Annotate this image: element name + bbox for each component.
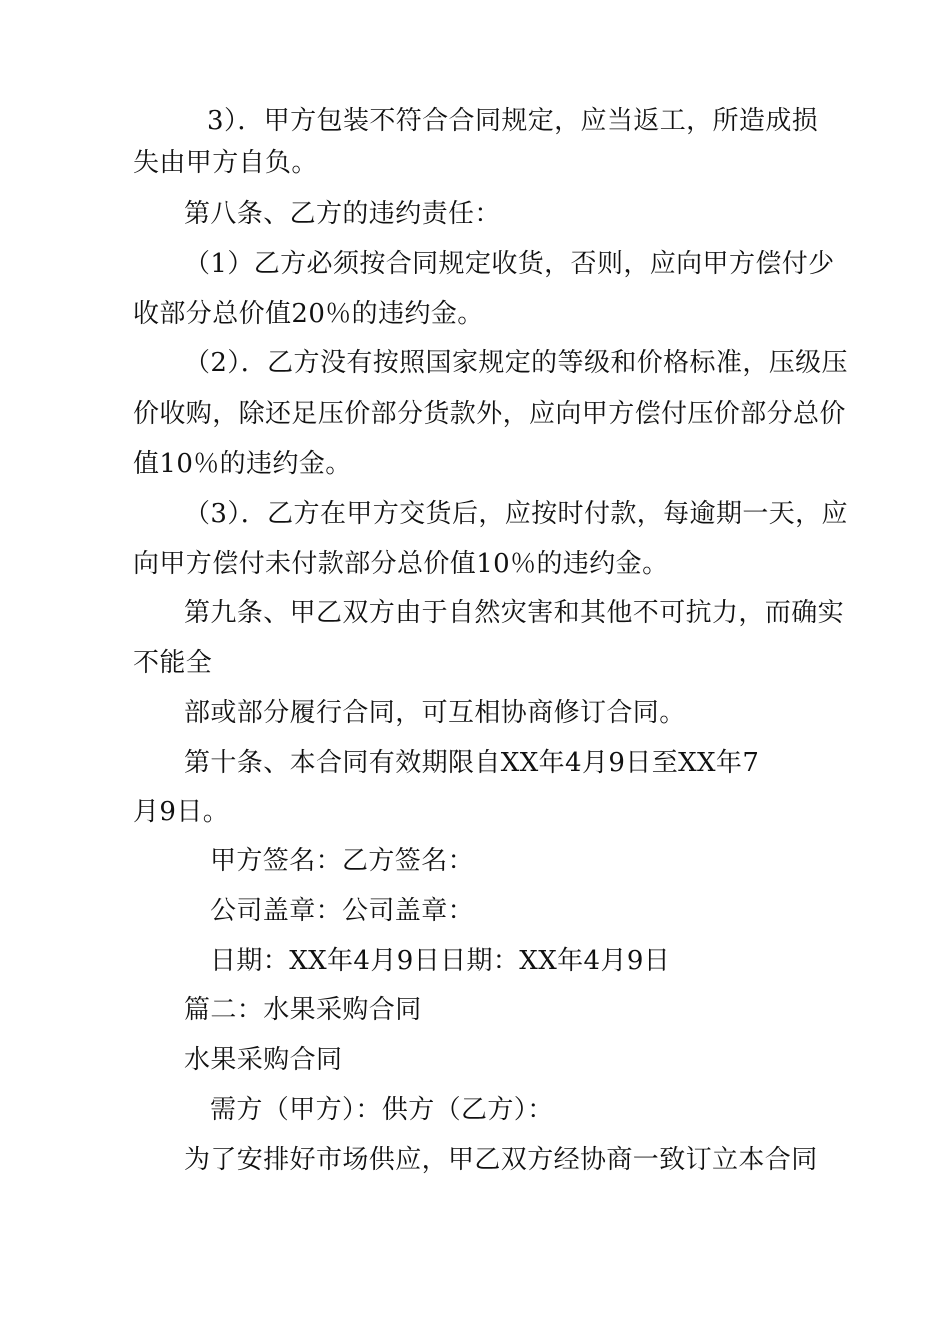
text-line-12: 不能全	[133, 648, 213, 678]
text-line-6: （2）．乙方没有按照国家规定的等级和价格标准，压级压	[184, 348, 848, 378]
text-line-7: 价收购，除还足压价部分货款外，应向甲方偿付压价部分总价	[133, 399, 846, 429]
text-line-14: 第十条、本合同有效期限自XX年4月9日至XX年7	[184, 748, 760, 778]
text-line-3: 第八条、乙方的违约责任：	[184, 199, 501, 229]
text-line-1: 3）．甲方包装不符合合同规定，应当返工，所造成损	[207, 106, 819, 136]
text-line-18: 日期：XX年4月9日日期：XX年4月9日	[210, 946, 671, 976]
text-line-22: 为了安排好市场供应，甲乙双方经协商一致订立本合同	[184, 1145, 818, 1175]
text-line-15: 月9日。	[133, 797, 230, 827]
text-line-2: 失由甲方自负。	[133, 148, 318, 178]
text-line-11: 第九条、甲乙双方由于自然灾害和其他不可抗力，而确实	[184, 598, 845, 628]
text-line-19: 篇二：水果采购合同	[184, 995, 422, 1025]
text-line-5: 收部分总价值20％的违约金。	[133, 299, 484, 329]
text-line-21: 需方（甲方）：供方（乙方）：	[210, 1095, 554, 1125]
text-line-9: （3）．乙方在甲方交货后，应按时付款，每逾期一天，应	[184, 499, 848, 529]
text-line-17: 公司盖章：公司盖章：	[210, 896, 475, 926]
text-line-20: 水果采购合同	[184, 1045, 343, 1075]
text-line-10: 向甲方偿付未付款部分总价值10％的违约金。	[133, 549, 669, 579]
text-line-4: （1）乙方必须按合同规定收货，否则，应向甲方偿付少	[184, 249, 835, 279]
text-line-13: 部或部分履行合同，可互相协商修订合同。	[184, 698, 686, 728]
text-line-8: 值10％的违约金。	[133, 449, 352, 479]
text-line-16: 甲方签名：乙方签名：	[210, 846, 475, 876]
